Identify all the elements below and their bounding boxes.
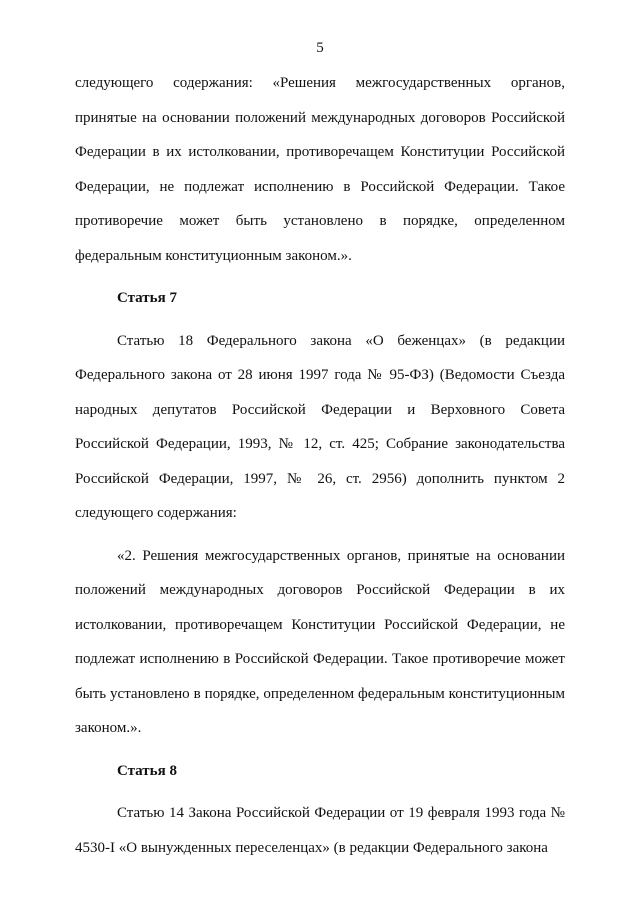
- paragraph-article-7-intro: Статью 18 Федерального закона «О беженцах» (в редакции Федерального закона от 28 июня 1997 года № 95-ФЗ) (Ведомости Съезда народных депутатов Российской Федерации и Верховного Совета Российской Федерации, 1993, № 12, ст. 425; Собрание законодательства Российской Федерации, 1997, № 26, ст. 2956) дополнить пунктом 2 следующего содержания:: [75, 332, 565, 521]
- article-7-heading: Статья 7: [117, 290, 177, 306]
- page-number: 5: [316, 40, 324, 56]
- paragraph-amendment-text: следующего содержания: «Решения межгосударственных органов, принятые на основании положений международных договоров Российской Федерации в их истолковании, противоречащем Конституции Российской Федерации, не подлежат исполнению в Российской Федерации. Такое противоречие может быть установлено в порядке, определенном федеральным конституционным законом.».: [75, 75, 565, 264]
- document-body: [75, 66, 565, 865]
- paragraph-article-8-intro: Статью 14 Закона Российской Федерации от 19 февраля 1993 года № 4530-I «О вынужденных переселенцах» (в редакции Федерального закона: [75, 805, 565, 856]
- article-8-heading: Статья 8: [117, 762, 177, 779]
- paragraph-article-7-clause-2: «2. Решения межгосударственных органов, принятые на основании положений международных договоров Российской Федерации в их истолковании, противоречащем Конституции Российской Федерации, не подлежат исполнению в Российской Федерации. Такое противоречие может быть установлено в порядке, определенном федеральным конституционным законом.».: [75, 547, 565, 736]
